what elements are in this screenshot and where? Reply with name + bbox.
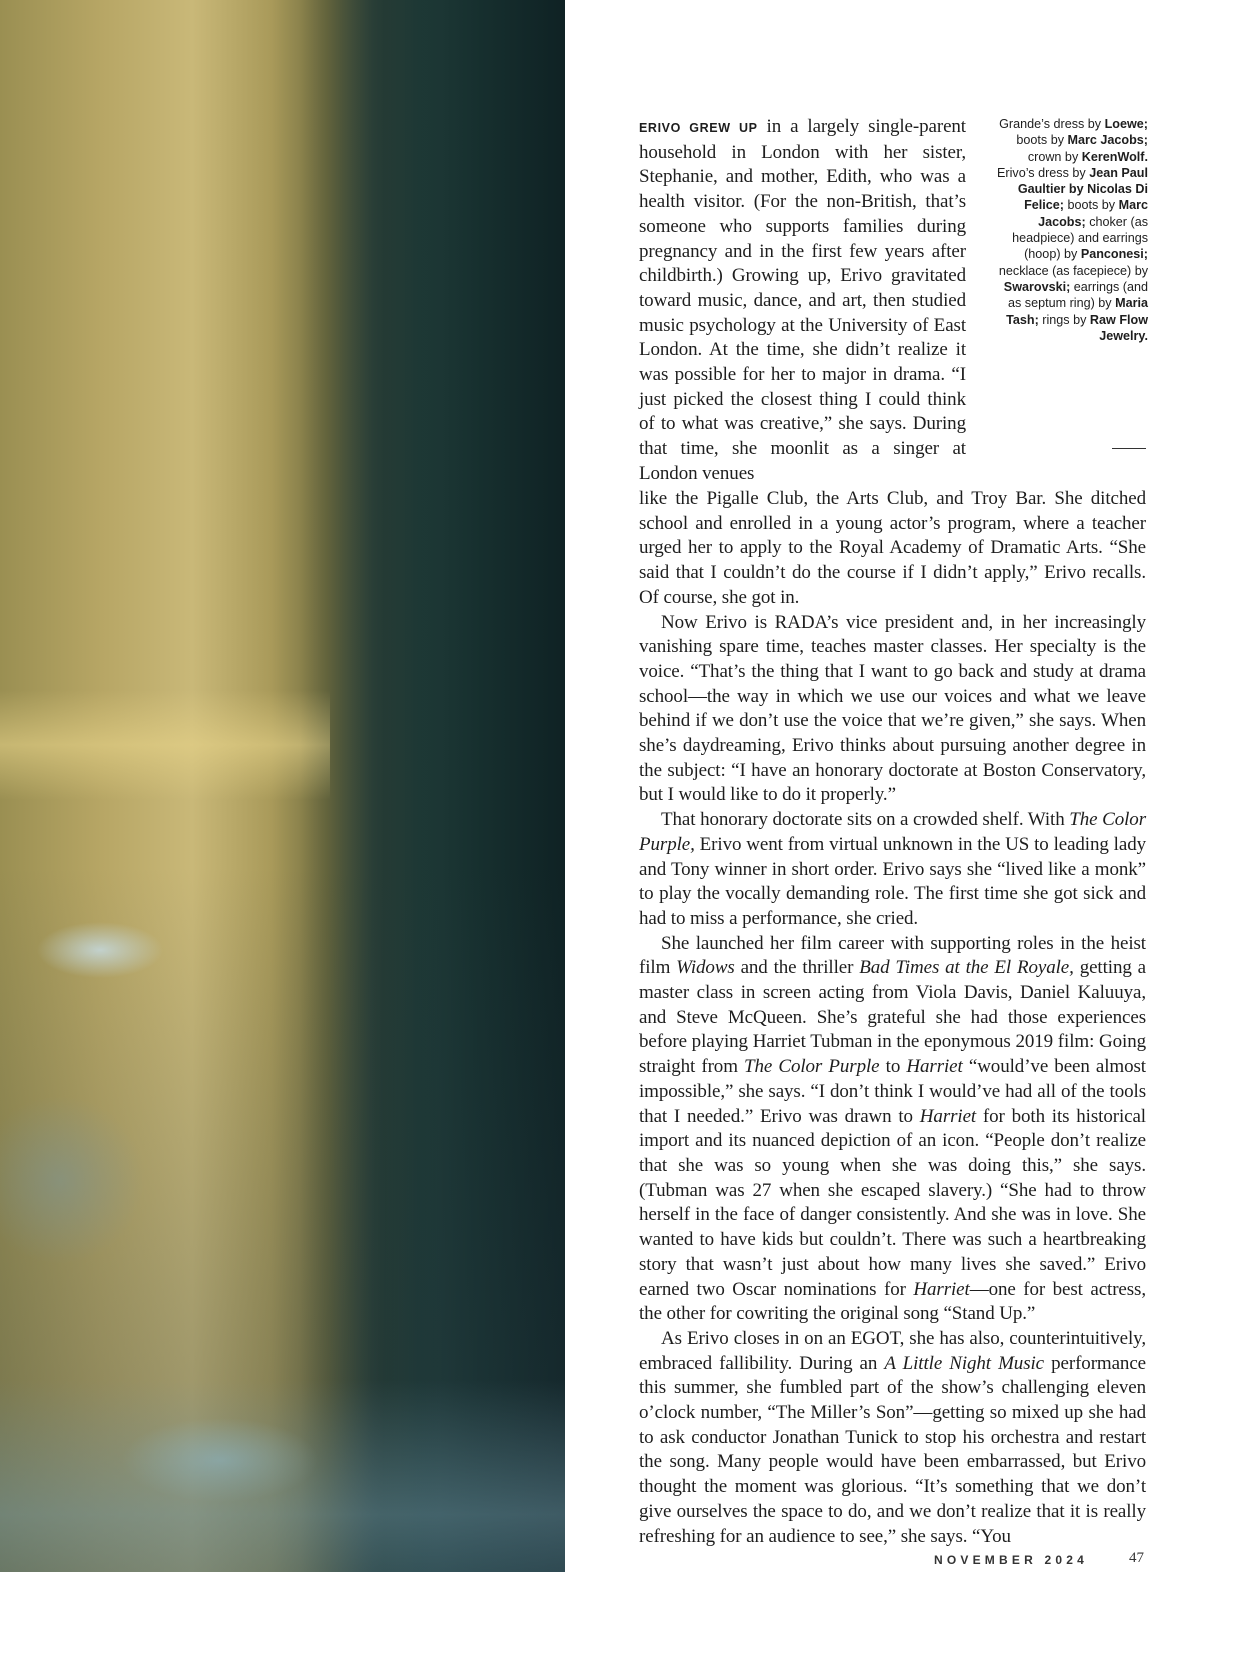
article-paragraph-1-continued: like the Pigalle Club, the Arts Club, and Troy Bar. She ditched school and enrolled in a young actor’s program, where a teacher urged her to apply to the Royal Academy of Dramatic Arts. “She said that I couldn’t do the course if I didn’t apply,” Erivo recalls. Of course, she got in. — [639, 488, 1146, 608]
photo-floor-reflection — [0, 1380, 565, 1572]
article-paragraph-5: As Erivo closes in on an EGOT, she has also, counterintuitively, embraced fallibility. During an A Little Night Music performance this summer, she fumbled part of the show’s challenging eleven o’clock number, “The Miller’s Son”—getting so mixed up she had to ask conductor Jonathan Tunick to stop his orchestra and restart the song. Many people would have been embarrassed, but Erivo thought the moment was glorious. “It’s something that we don’t give ourselves the space to do, and we don’t realize that it is really refreshing for an audience to see,” she says. “You — [639, 1327, 1146, 1547]
photo-light-band — [0, 690, 330, 800]
folio-issue-date: NOVEMBER 2024 — [934, 1553, 1088, 1567]
lead-in: ERIVO GREW UP — [639, 121, 758, 135]
folio-page-number: 47 — [1129, 1550, 1144, 1566]
fashion-credits: Grande’s dress by Loewe; boots by Marc Jacobs; crown by KerenWolf. Erivo’s dress by Jean Paul Gaultier by Nicolas Di Felice; boots by Marc Jacobs; choker (as headpiece) and earrings (hoop) by Panconesi; necklace (as facepiece) by Swarovski; earrings (and as septum ring) by Maria Tash; rings by Raw Flow Jewelry. — [997, 117, 1148, 343]
portrait-photo — [0, 0, 565, 1572]
article-column-top — [639, 115, 966, 487]
article-column-main — [639, 487, 1146, 1549]
article-paragraph-2: Now Erivo is RADA’s vice president and, in her increasingly vanishing spare time, teaches master classes. Her specialty is the voice. “That’s the thing that I want to go back and study at drama school—the way in which we use our voices and what we leave behind if we don’t use the voice that we’re given,” she says. When she’s daydreaming, Erivo thinks about pursuing another degree in the subject: “I have an honorary doctorate at Boston Conservatory, but I would like to do it properly.” — [639, 611, 1146, 806]
article-paragraph-3: That honorary doctorate sits on a crowded shelf. With The Color Purple, Erivo went from virtual unknown in the US to leading lady and Tony winner in short order. Erivo says she “lived like a monk” to play the vocally demanding role. The first time she got sick and had to miss a performance, she cried. — [639, 809, 1147, 929]
article-paragraph-1: ERIVO GREW UP in a largely single-parent household in London with her sister, Stephanie, and mother, Edith, who was a health visitor. (For the non-British, that’s someone who supports families during pregnancy and in the first few years after childbirth.) Growing up, Erivo gravitated toward music, dance, and art, then studied music psychology at the University of East London. At the time, she didn’t realize it was possible for her to major in drama. “I just picked the closest thing I could think of to what was creative,” she says. During that time, she moonlit as a singer at London venues — [639, 116, 966, 484]
credits-divider — [1112, 448, 1146, 449]
photo-shadow-edge — [300, 0, 440, 1572]
article-paragraph-4: She launched her film career with supporting roles in the heist film Widows and the thriller Bad Times at the El Royale, getting a master class in screen acting from Viola Davis, Daniel Kaluuya, and Steve McQueen. She’s grateful she had those experiences before playing Harriet Tubman in the eponymous 2019 film: Going straight from The Color Purple to Harriet “would’ve been almost impossible,” she says. “I don’t think I would’ve had all of the tools that I needed.” Erivo was drawn to Harriet for both its historical import and its nuanced depiction of an icon. “People don’t realize that she was so young when she was doing this,” she says. (Tubman was 27 when she escaped slavery.) “She had to throw herself in the face of danger consistently. And she was in love. She wanted to have kids but couldn’t. There was such a heartbreaking story that wasn’t just about how many lives she saved.” Erivo earned two Oscar nominations for Harriet—one for best actress, the other for cowriting the original song “Stand Up.” — [639, 932, 1147, 1325]
